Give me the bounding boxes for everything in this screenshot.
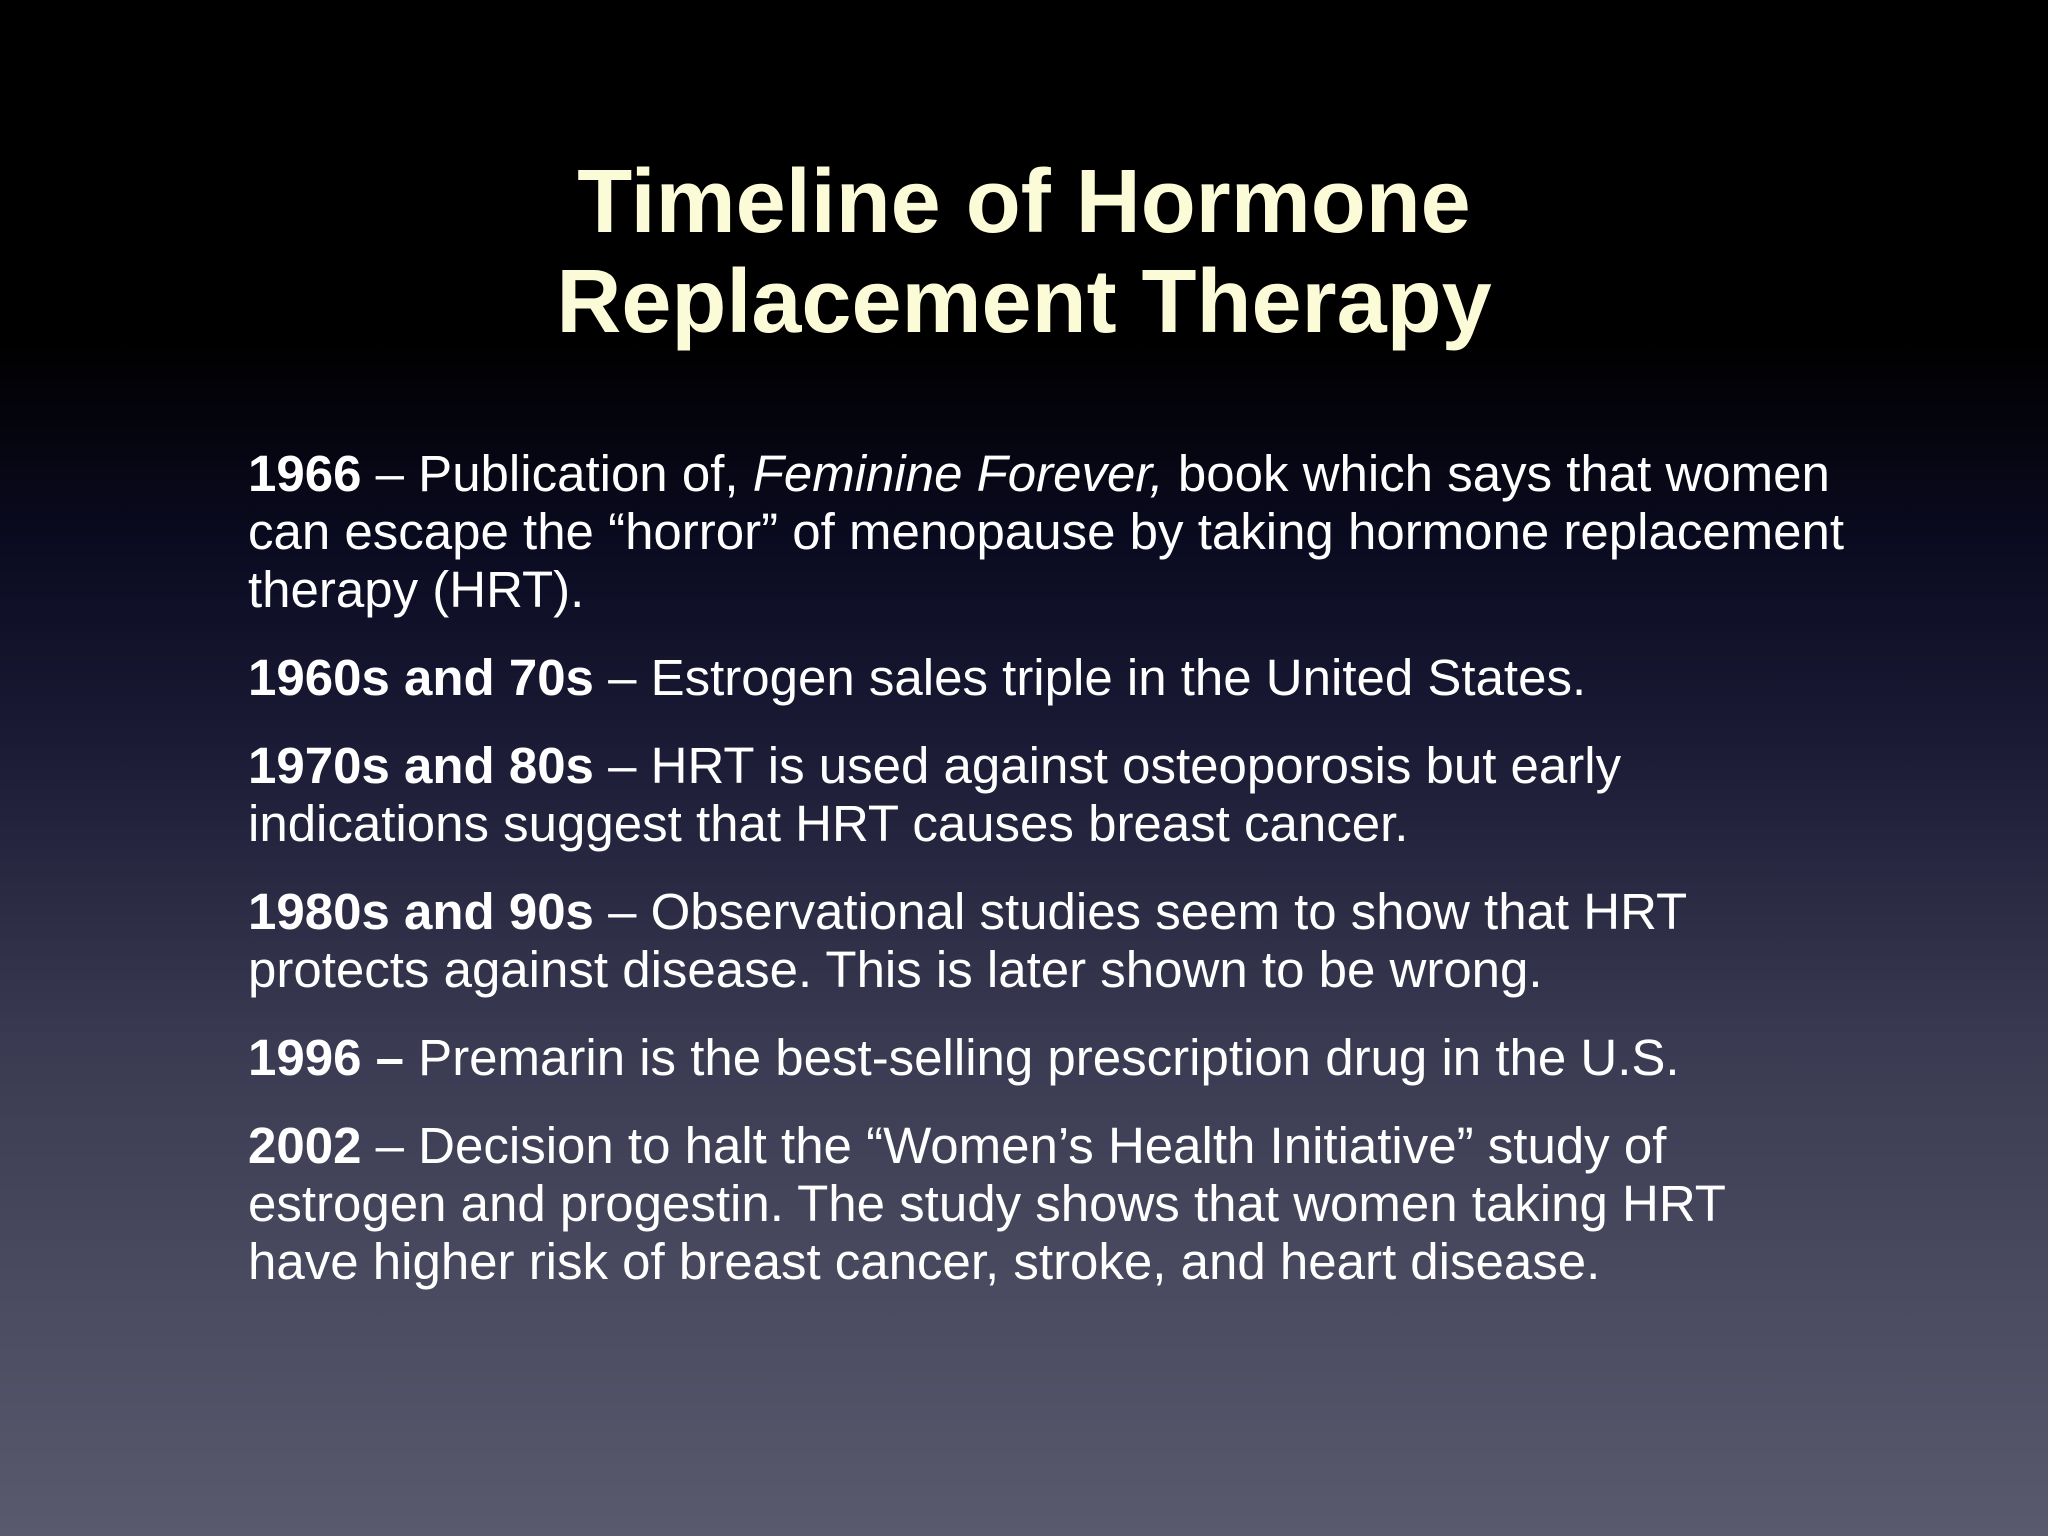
timeline-entry-text: HRT is used against osteoporosis but early indications suggest that HRT causes breast cancer. (248, 737, 1622, 852)
timeline-entry-1980s-90s (248, 883, 1848, 999)
timeline-entry-era: 1960s and 70s (248, 649, 594, 706)
timeline-entry-text: Decision to halt the “Women’s Health Initiative” study of estrogen and progestin. The study shows that women taking HRT have higher risk of breast cancer, stroke, and heart disease. (248, 1117, 1726, 1290)
timeline-entry-era: 1980s and 90s (248, 883, 594, 940)
timeline-entry-text: Publication of, (418, 445, 753, 502)
timeline-entry-text: Premarin is the best-selling prescription drug in the U.S. (418, 1029, 1680, 1086)
timeline-entry-text: book which says that women can escape the “horror” of menopause by taking hormone replacement therapy (HRT). (248, 445, 1845, 618)
timeline-list (248, 445, 1848, 1321)
timeline-entry-separator (404, 1029, 418, 1086)
book-title: Feminine Forever, (752, 445, 1164, 502)
timeline-entry-era: 1996 – (248, 1029, 404, 1086)
slide-title-line-1: Timeline of Hormone (577, 152, 1471, 252)
timeline-entry-separator: – (593, 649, 651, 706)
timeline-entry-1970s-80s (248, 737, 1848, 853)
timeline-entry-1966 (248, 445, 1848, 619)
timeline-entry-text: Observational studies seem to show that HRT protects against disease. This is later shown to be wrong. (248, 883, 1687, 998)
slide-title (0, 152, 2048, 352)
timeline-entry-2002 (248, 1117, 1848, 1291)
timeline-entry-separator: – (593, 737, 651, 794)
timeline-entry-1996 (248, 1029, 1848, 1087)
timeline-entry-era: 2002 (248, 1117, 362, 1174)
timeline-entry-separator: – (361, 1117, 419, 1174)
timeline-entry-separator: – (361, 445, 419, 502)
timeline-entry-text: Estrogen sales triple in the United States. (650, 649, 1587, 706)
timeline-entry-era: 1970s and 80s (248, 737, 594, 794)
timeline-entry-separator: – (593, 883, 651, 940)
timeline-entry-era: 1966 (248, 445, 362, 502)
slide-title-line-2: Replacement Therapy (556, 252, 1492, 352)
timeline-entry-1960s-70s (248, 649, 1848, 707)
